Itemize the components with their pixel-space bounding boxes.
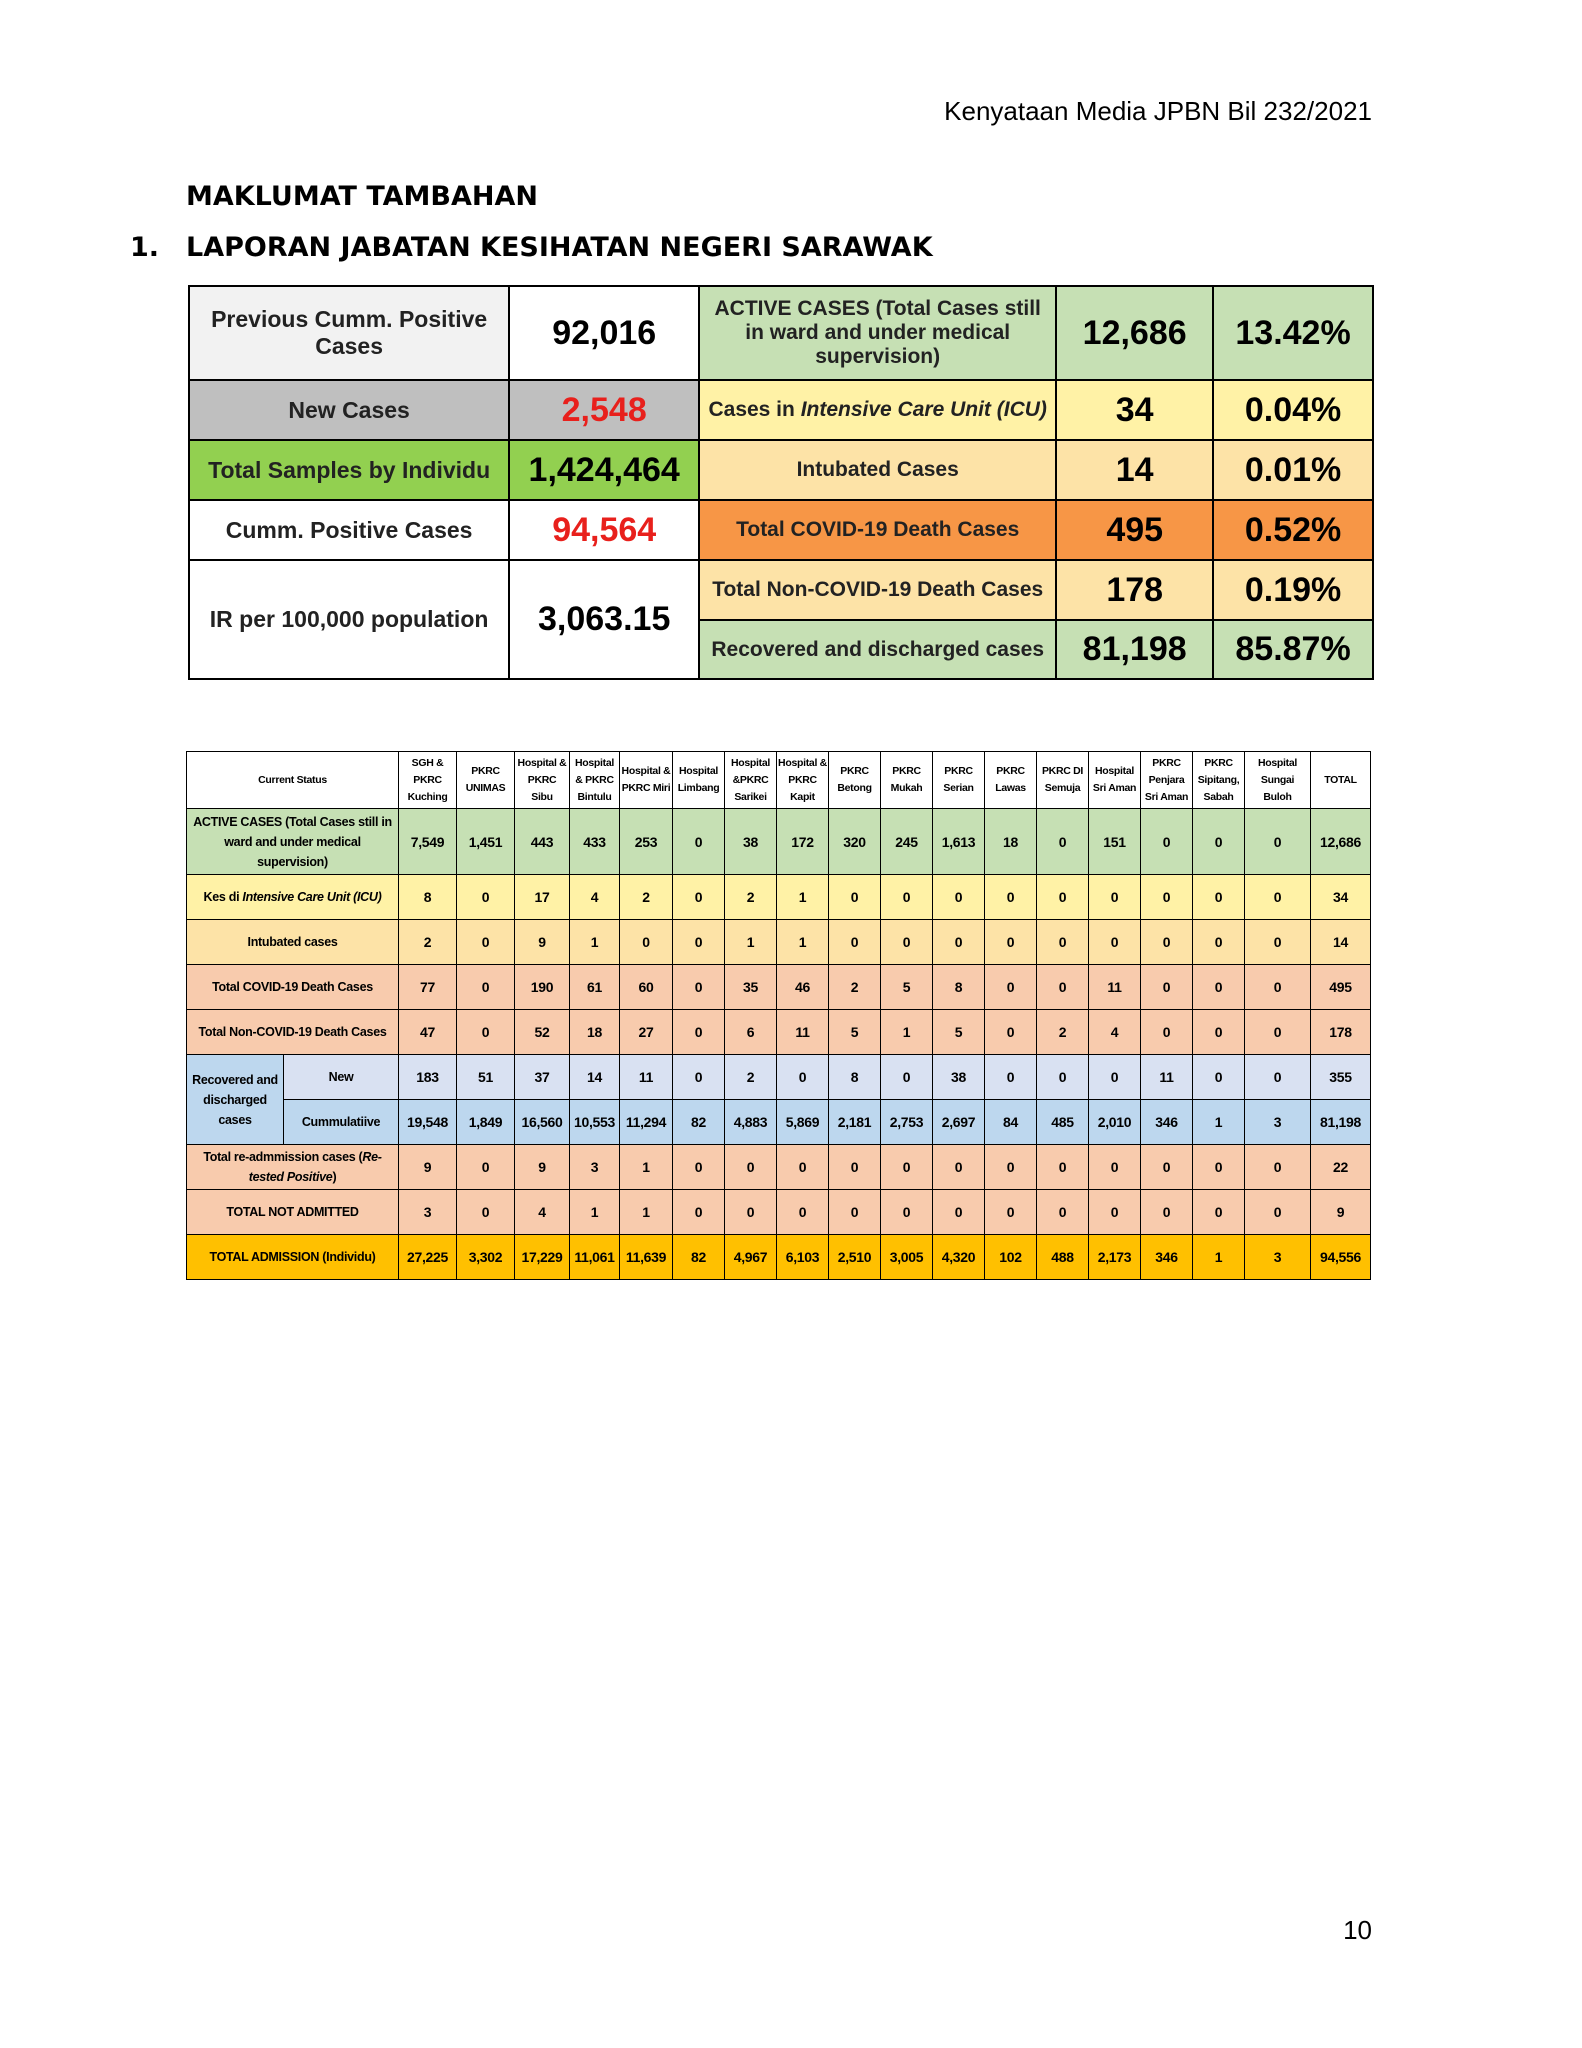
table-cell: 0	[1037, 920, 1089, 965]
table-cell: 0	[985, 965, 1037, 1010]
table-cell: 0	[881, 1055, 933, 1100]
table-cell: 47	[399, 1010, 457, 1055]
table-cell: 18	[570, 1010, 620, 1055]
table-cell: 35	[725, 965, 777, 1010]
table-cell: 11,639	[620, 1235, 673, 1280]
column-header: PKRC DI Semuja	[1037, 752, 1089, 809]
prev-cumm-value: 92,016	[509, 286, 699, 380]
table-cell: 0	[777, 1055, 829, 1100]
icu-cases-label: Cases in Intensive Care Unit (ICU)	[699, 380, 1056, 440]
table-cell: 1	[1193, 1100, 1245, 1145]
table-cell: 17	[515, 875, 570, 920]
table-cell: 5	[933, 1010, 985, 1055]
row-label: ACTIVE CASES (Total Cases still in ward and under medical supervision)	[187, 809, 399, 875]
table-cell: 0	[1037, 875, 1089, 920]
table-cell: 2,697	[933, 1100, 985, 1145]
column-header: PKRC Penjara Sri Aman	[1141, 752, 1193, 809]
table-cell: 8	[933, 965, 985, 1010]
table-cell: 4,883	[725, 1100, 777, 1145]
table-cell: 11	[620, 1055, 673, 1100]
table-cell: 0	[1089, 1055, 1141, 1100]
table-cell: 4,320	[933, 1235, 985, 1280]
table-cell: 1	[725, 920, 777, 965]
table-cell: 2	[399, 920, 457, 965]
table-cell: 0	[1141, 875, 1193, 920]
table-cell: 0	[1193, 875, 1245, 920]
table-cell: 0	[1245, 1145, 1311, 1190]
table-cell: 0	[881, 875, 933, 920]
table-cell: 0	[1193, 1010, 1245, 1055]
table-cell: 0	[620, 920, 673, 965]
table-cell: 0	[1245, 965, 1311, 1010]
table-cell: 51	[457, 1055, 515, 1100]
total-samples-label: Total Samples by Individu	[189, 440, 509, 500]
covid-death-value: 495	[1056, 500, 1213, 560]
table-cell: 7,549	[399, 809, 457, 875]
intubated-pct: 0.01%	[1213, 440, 1373, 500]
table-cell: 84	[985, 1100, 1037, 1145]
table-cell: 4	[515, 1190, 570, 1235]
table-cell: 1	[620, 1145, 673, 1190]
table-cell: 6	[725, 1010, 777, 1055]
status-header: Current Status	[187, 752, 399, 809]
table-cell: 0	[933, 1145, 985, 1190]
table-cell: 0	[829, 875, 881, 920]
table-cell: 0	[985, 920, 1037, 965]
table-cell: 11	[777, 1010, 829, 1055]
recovered-pct: 85.87%	[1213, 620, 1373, 679]
table-row	[187, 965, 1371, 1010]
table-cell: 34	[1311, 875, 1371, 920]
non-covid-death-pct: 0.19%	[1213, 560, 1373, 620]
table-cell: 38	[725, 809, 777, 875]
table-cell: 0	[1193, 965, 1245, 1010]
table-cell: 190	[515, 965, 570, 1010]
table-cell: 0	[1245, 920, 1311, 965]
row-label: TOTAL NOT ADMITTED	[187, 1190, 399, 1235]
table-cell: 4,967	[725, 1235, 777, 1280]
table-cell: 245	[881, 809, 933, 875]
table-cell: 14	[570, 1055, 620, 1100]
table-cell: 0	[457, 1190, 515, 1235]
table-cell: 9	[1311, 1190, 1371, 1235]
table-cell: 0	[457, 920, 515, 965]
row-label: Total COVID-19 Death Cases	[187, 965, 399, 1010]
table-cell: 102	[985, 1235, 1037, 1280]
table-cell: 0	[985, 1190, 1037, 1235]
column-header: Hospital Sungai Buloh	[1245, 752, 1311, 809]
table-cell: 0	[1037, 1055, 1089, 1100]
table-cell: 2,010	[1089, 1100, 1141, 1145]
covid-death-pct: 0.52%	[1213, 500, 1373, 560]
table-cell: 0	[777, 1190, 829, 1235]
column-header: Hospital & PKRC Sibu	[515, 752, 570, 809]
section-subtitle: LAPORAN JABATAN KESIHATAN NEGERI SARAWAK	[186, 232, 933, 263]
document-header: Kenyataan Media JPBN Bil 232/2021	[944, 96, 1372, 126]
table-cell: 1	[777, 920, 829, 965]
table-row	[187, 1235, 1371, 1280]
column-header: Hospital Sri Aman	[1089, 752, 1141, 809]
table-cell: 9	[399, 1145, 457, 1190]
table-cell: 1,451	[457, 809, 515, 875]
table-cell: 346	[1141, 1100, 1193, 1145]
table-cell: 253	[620, 809, 673, 875]
table-cell: 0	[829, 1145, 881, 1190]
table-cell: 0	[1037, 965, 1089, 1010]
table-cell: 3	[399, 1190, 457, 1235]
table-cell: 22	[1311, 1145, 1371, 1190]
active-cases-label: ACTIVE CASES (Total Cases still in ward and under medical supervision)	[699, 286, 1056, 380]
new-cases-label: New Cases	[189, 380, 509, 440]
table-cell: 0	[725, 1190, 777, 1235]
table-cell: 0	[673, 1055, 725, 1100]
cumm-positive-value: 94,564	[509, 500, 699, 560]
table-cell: 0	[1089, 1190, 1141, 1235]
row-label: Total re-admmission cases (Re-tested Positive)	[187, 1145, 399, 1190]
table-cell: 2,181	[829, 1100, 881, 1145]
table-cell: 77	[399, 965, 457, 1010]
row-label: Total Non-COVID-19 Death Cases	[187, 1010, 399, 1055]
table-cell: 1	[570, 1190, 620, 1235]
table-cell: 2	[620, 875, 673, 920]
table-cell: 2	[1037, 1010, 1089, 1055]
icu-cases-value: 34	[1056, 380, 1213, 440]
table-cell: 0	[985, 1010, 1037, 1055]
table-cell: 0	[985, 1055, 1037, 1100]
column-header: Hospital & PKRC Bintulu	[570, 752, 620, 809]
table-cell: 3,302	[457, 1235, 515, 1280]
column-header: PKRC Serian	[933, 752, 985, 809]
section-title: MAKLUMAT TAMBAHAN	[186, 181, 538, 212]
table-cell: 0	[1141, 1010, 1193, 1055]
table-cell: 52	[515, 1010, 570, 1055]
table-cell: 2	[725, 1055, 777, 1100]
table-cell: 433	[570, 809, 620, 875]
table-cell: 2	[725, 875, 777, 920]
table-cell: 27	[620, 1010, 673, 1055]
active-cases-value: 12,686	[1056, 286, 1213, 380]
table-cell: 14	[1311, 920, 1371, 965]
table-row	[187, 1055, 1371, 1100]
intubated-value: 14	[1056, 440, 1213, 500]
icu-cases-pct: 0.04%	[1213, 380, 1373, 440]
table-row	[187, 1010, 1371, 1055]
total-samples-value: 1,424,464	[509, 440, 699, 500]
table-cell: 2,173	[1089, 1235, 1141, 1280]
table-cell: 178	[1311, 1010, 1371, 1055]
table-cell: 60	[620, 965, 673, 1010]
table-cell: 0	[933, 1190, 985, 1235]
recovered-group-label: Recovered and discharged cases	[187, 1055, 284, 1145]
summary-table	[188, 285, 1374, 680]
table-cell: 0	[829, 1190, 881, 1235]
table-cell: 0	[1245, 809, 1311, 875]
table-row	[187, 1190, 1371, 1235]
column-header: Hospital & PKRC Kapit	[777, 752, 829, 809]
table-cell: 0	[1193, 1055, 1245, 1100]
table-cell: 8	[829, 1055, 881, 1100]
table-cell: 0	[673, 920, 725, 965]
table-cell: 0	[1245, 875, 1311, 920]
row-label: Intubated cases	[187, 920, 399, 965]
ir-label: IR per 100,000 population	[189, 560, 509, 679]
table-cell: 4	[1089, 1010, 1141, 1055]
table-cell: 27,225	[399, 1235, 457, 1280]
non-covid-death-value: 178	[1056, 560, 1213, 620]
table-cell: 0	[1141, 809, 1193, 875]
active-cases-pct: 13.42%	[1213, 286, 1373, 380]
table-cell: 0	[457, 965, 515, 1010]
intubated-label: Intubated Cases	[699, 440, 1056, 500]
non-covid-death-label: Total Non-COVID-19 Death Cases	[699, 560, 1056, 620]
table-cell: 346	[1141, 1235, 1193, 1280]
table-row	[187, 920, 1371, 965]
table-cell: 0	[673, 965, 725, 1010]
table-cell: 2,510	[829, 1235, 881, 1280]
table-row	[187, 875, 1371, 920]
section-number: 1.	[130, 232, 160, 263]
table-cell: 0	[1141, 920, 1193, 965]
table-cell: 9	[515, 920, 570, 965]
table-cell: 11,294	[620, 1100, 673, 1145]
table-cell: 9	[515, 1145, 570, 1190]
table-cell: 0	[777, 1145, 829, 1190]
column-header: PKRC Betong	[829, 752, 881, 809]
table-cell: 0	[881, 1190, 933, 1235]
table-cell: 3,005	[881, 1235, 933, 1280]
row-label: Kes di Intensive Care Unit (ICU)	[187, 875, 399, 920]
table-cell: 2	[829, 965, 881, 1010]
table-cell: 0	[985, 875, 1037, 920]
table-cell: 11	[1089, 965, 1141, 1010]
table-cell: 82	[673, 1235, 725, 1280]
ir-value: 3,063.15	[509, 560, 699, 679]
row-label: TOTAL ADMISSION (Individu)	[187, 1235, 399, 1280]
table-cell: 5	[881, 965, 933, 1010]
table-cell: 0	[1193, 809, 1245, 875]
table-cell: 0	[829, 920, 881, 965]
table-cell: 4	[570, 875, 620, 920]
table-cell: 1,849	[457, 1100, 515, 1145]
table-cell: 81,198	[1311, 1100, 1371, 1145]
table-cell: 0	[933, 920, 985, 965]
column-header: PKRC UNIMAS	[457, 752, 515, 809]
new-cases-value: 2,548	[509, 380, 699, 440]
table-cell: 10,553	[570, 1100, 620, 1145]
table-cell: 5,869	[777, 1100, 829, 1145]
table-cell: 16,560	[515, 1100, 570, 1145]
table-cell: 3	[1245, 1100, 1311, 1145]
table-cell: 0	[1193, 920, 1245, 965]
column-header: PKRC Lawas	[985, 752, 1037, 809]
table-cell: 37	[515, 1055, 570, 1100]
table-row	[187, 1145, 1371, 1190]
table-cell: 8	[399, 875, 457, 920]
table-cell: 0	[881, 920, 933, 965]
table-cell: 151	[1089, 809, 1141, 875]
table-row	[187, 809, 1371, 875]
table-cell: 3	[1245, 1235, 1311, 1280]
table-cell: 1	[620, 1190, 673, 1235]
table-cell: 0	[933, 875, 985, 920]
table-cell: 183	[399, 1055, 457, 1100]
table-cell: 5	[829, 1010, 881, 1055]
table-cell: 0	[1193, 1190, 1245, 1235]
table-cell: 495	[1311, 965, 1371, 1010]
table-cell: 0	[1245, 1010, 1311, 1055]
table-cell: 0	[673, 1010, 725, 1055]
table-cell: 0	[673, 1190, 725, 1235]
column-header: PKRC Mukah	[881, 752, 933, 809]
table-cell: 0	[1089, 875, 1141, 920]
table-cell: 2,753	[881, 1100, 933, 1145]
table-cell: 355	[1311, 1055, 1371, 1100]
column-header: TOTAL	[1311, 752, 1371, 809]
row-label: New	[284, 1055, 399, 1100]
table-cell: 0	[1141, 965, 1193, 1010]
table-cell: 82	[673, 1100, 725, 1145]
table-cell: 0	[1037, 809, 1089, 875]
table-cell: 0	[1089, 1145, 1141, 1190]
table-cell: 0	[673, 809, 725, 875]
table-cell: 0	[673, 875, 725, 920]
table-cell: 0	[457, 875, 515, 920]
table-cell: 11,061	[570, 1235, 620, 1280]
table-cell: 0	[1245, 1190, 1311, 1235]
table-cell: 485	[1037, 1100, 1089, 1145]
table-cell: 0	[1193, 1145, 1245, 1190]
table-cell: 1	[570, 920, 620, 965]
table-cell: 46	[777, 965, 829, 1010]
table-cell: 0	[1141, 1145, 1193, 1190]
column-header: Hospital Limbang	[673, 752, 725, 809]
row-label: Cummulatiive	[284, 1100, 399, 1145]
table-cell: 0	[457, 1145, 515, 1190]
table-cell: 1	[777, 875, 829, 920]
table-cell: 0	[457, 1010, 515, 1055]
table-cell: 6,103	[777, 1235, 829, 1280]
table-cell: 1,613	[933, 809, 985, 875]
prev-cumm-label: Previous Cumm. Positive Cases	[189, 286, 509, 380]
table-cell: 320	[829, 809, 881, 875]
column-header: Hospital &PKRC Sarikei	[725, 752, 777, 809]
table-cell: 0	[1037, 1190, 1089, 1235]
table-cell: 94,556	[1311, 1235, 1371, 1280]
table-cell: 0	[1089, 920, 1141, 965]
table-cell: 0	[1037, 1145, 1089, 1190]
covid-death-label: Total COVID-19 Death Cases	[699, 500, 1056, 560]
column-header: SGH & PKRC Kuching	[399, 752, 457, 809]
recovered-label: Recovered and discharged cases	[699, 620, 1056, 679]
table-cell: 3	[570, 1145, 620, 1190]
table-cell: 61	[570, 965, 620, 1010]
table-cell: 17,229	[515, 1235, 570, 1280]
table-row	[187, 1100, 1371, 1145]
table-cell: 172	[777, 809, 829, 875]
facility-breakdown-table	[186, 751, 1371, 1280]
recovered-value: 81,198	[1056, 620, 1213, 679]
column-header: PKRC Sipitang, Sabah	[1193, 752, 1245, 809]
table-cell: 38	[933, 1055, 985, 1100]
table-cell: 443	[515, 809, 570, 875]
table-cell: 12,686	[1311, 809, 1371, 875]
table-cell: 18	[985, 809, 1037, 875]
table-cell: 488	[1037, 1235, 1089, 1280]
table-cell: 0	[985, 1145, 1037, 1190]
table-cell: 0	[673, 1145, 725, 1190]
table-cell: 0	[1141, 1190, 1193, 1235]
table-cell: 0	[725, 1145, 777, 1190]
table-cell: 1	[881, 1010, 933, 1055]
table-cell: 0	[1245, 1055, 1311, 1100]
table-cell: 19,548	[399, 1100, 457, 1145]
table-cell: 1	[1193, 1235, 1245, 1280]
table-cell: 0	[881, 1145, 933, 1190]
column-header: Hospital & PKRC Miri	[620, 752, 673, 809]
cumm-positive-label: Cumm. Positive Cases	[189, 500, 509, 560]
page-number: 10	[1343, 1915, 1372, 1945]
table-cell: 11	[1141, 1055, 1193, 1100]
